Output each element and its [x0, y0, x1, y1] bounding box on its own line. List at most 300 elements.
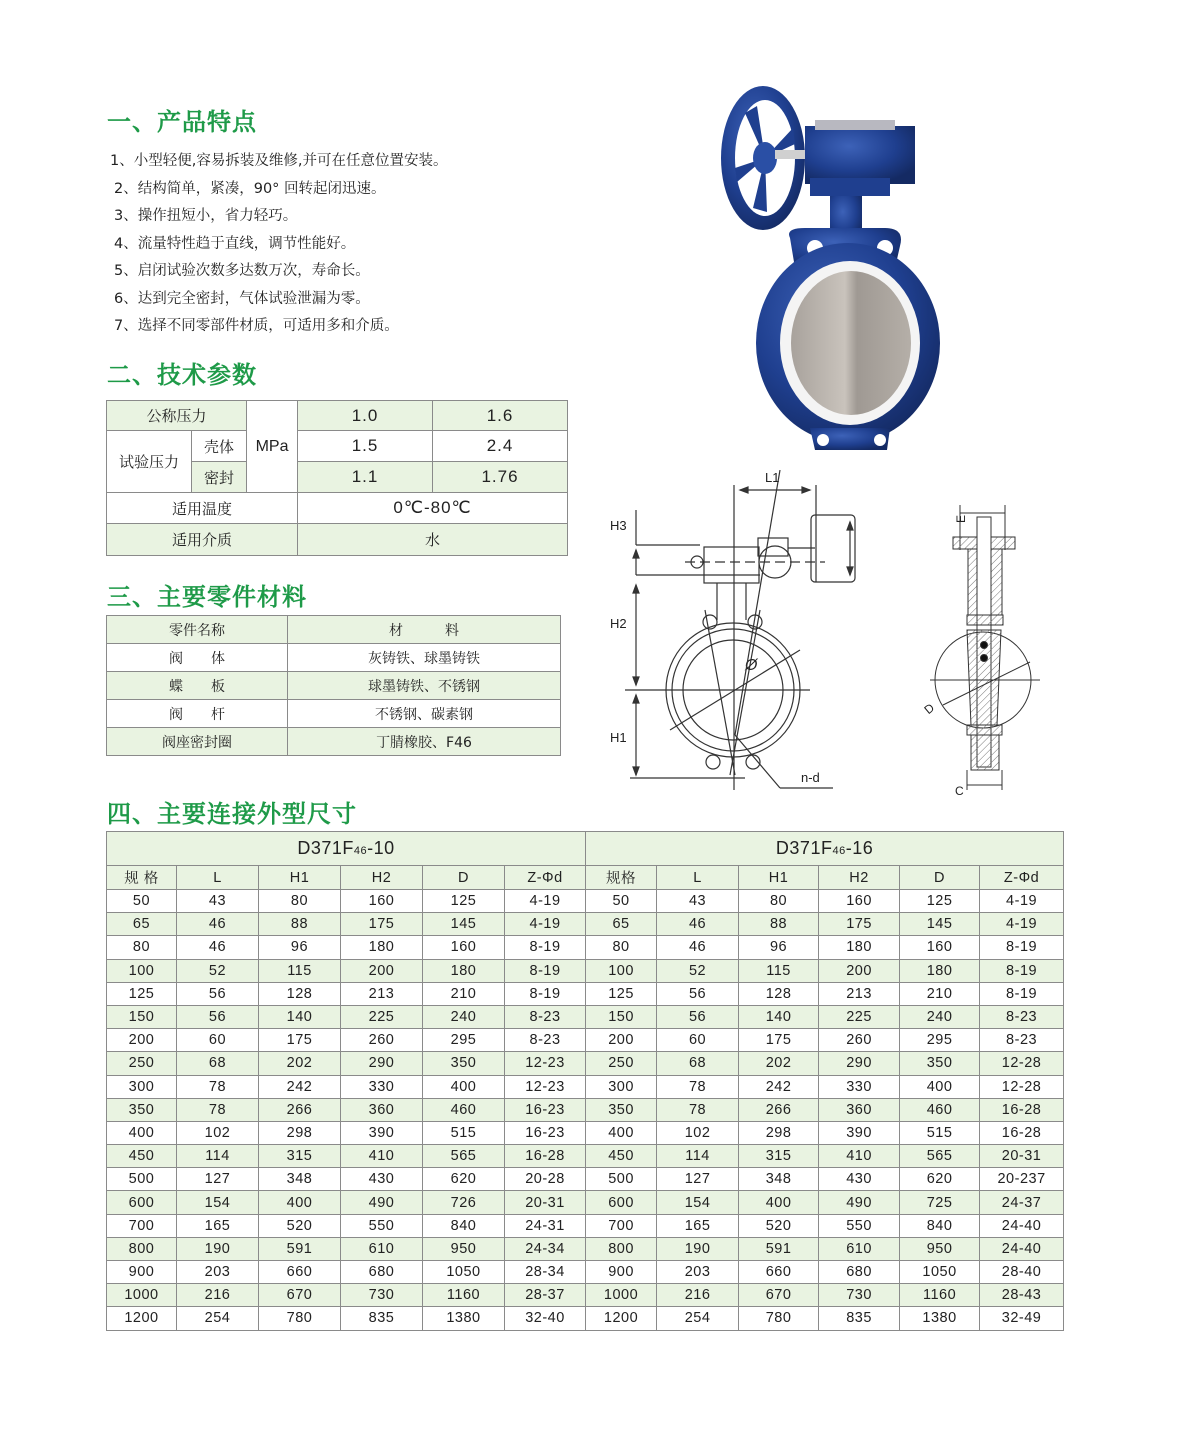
table-row — [107, 890, 1064, 913]
dim-cell: 213 — [819, 982, 900, 1005]
dim-cell: 315 — [739, 1145, 819, 1168]
dim-cell: 46 — [657, 936, 739, 959]
dim-cell: 515 — [423, 1121, 505, 1144]
materials-table — [106, 615, 561, 756]
column-header: Z-Φd — [505, 866, 586, 890]
part-name: 阀座密封圈 — [107, 728, 288, 756]
dim-cell: 165 — [177, 1214, 259, 1237]
shell-value: 1.5 — [298, 431, 433, 462]
dim-cell: 900 — [107, 1261, 177, 1284]
dim-cell: 32-49 — [980, 1307, 1064, 1330]
dim-cell: 140 — [739, 1005, 819, 1028]
dim-cell: 4-19 — [505, 890, 586, 913]
dim-cell: 8-23 — [505, 1029, 586, 1052]
dim-cell: 1050 — [423, 1261, 505, 1284]
dim-cell: 225 — [819, 1005, 900, 1028]
column-header: L — [177, 866, 259, 890]
dim-cell: 300 — [107, 1075, 177, 1098]
dim-cell: 730 — [341, 1284, 423, 1307]
dim-cell: 165 — [657, 1214, 739, 1237]
dim-cell: 28-43 — [980, 1284, 1064, 1307]
dim-cell: 16-28 — [980, 1098, 1064, 1121]
column-header: H1 — [739, 866, 819, 890]
dim-cell: 800 — [107, 1237, 177, 1260]
dim-cell: 350 — [107, 1098, 177, 1121]
table-row — [107, 1075, 1064, 1098]
dim-cell: 330 — [819, 1075, 900, 1098]
svg-text:H3: H3 — [610, 518, 627, 533]
dim-cell: 46 — [177, 913, 259, 936]
dim-cell: 348 — [739, 1168, 819, 1191]
dim-cell: 24-40 — [980, 1214, 1064, 1237]
table-row — [107, 1005, 1064, 1028]
dim-cell: 78 — [657, 1098, 739, 1121]
dim-cell: 1200 — [107, 1307, 177, 1330]
model-header-16: D371F46-16 — [586, 832, 1064, 866]
dim-cell: 20-237 — [980, 1168, 1064, 1191]
dim-cell: 154 — [177, 1191, 259, 1214]
table-row — [107, 1121, 1064, 1144]
test-pressure-label: 试验压力 — [107, 431, 192, 493]
feature-list — [110, 148, 590, 341]
dim-cell: 20-28 — [505, 1168, 586, 1191]
svg-text:H1: H1 — [610, 730, 627, 745]
dim-cell: 52 — [177, 959, 259, 982]
dim-cell: 114 — [657, 1145, 739, 1168]
dim-cell: 950 — [423, 1237, 505, 1260]
dim-cell: 68 — [177, 1052, 259, 1075]
dim-cell: 43 — [657, 890, 739, 913]
dim-cell: 350 — [423, 1052, 505, 1075]
tech-params-table — [106, 400, 568, 556]
dim-cell: 125 — [586, 982, 657, 1005]
dim-cell: 28-40 — [980, 1261, 1064, 1284]
dim-cell: 225 — [341, 1005, 423, 1028]
dim-cell: 78 — [177, 1098, 259, 1121]
dim-cell: 660 — [739, 1261, 819, 1284]
materials-header: 材 料 — [288, 616, 561, 644]
part-name: 蝶 板 — [107, 672, 288, 700]
dim-cell: 298 — [739, 1121, 819, 1144]
valve-photo — [715, 78, 955, 463]
dim-cell: 610 — [341, 1237, 423, 1260]
dim-cell: 24-40 — [980, 1237, 1064, 1260]
seal-label: 密封 — [192, 462, 247, 493]
dim-cell: 16-23 — [505, 1098, 586, 1121]
dim-cell: 1160 — [900, 1284, 980, 1307]
dim-cell: 591 — [739, 1237, 819, 1260]
dim-cell: 520 — [739, 1214, 819, 1237]
dim-cell: 102 — [657, 1121, 739, 1144]
dim-cell: 12-28 — [980, 1075, 1064, 1098]
dim-cell: 780 — [739, 1307, 819, 1330]
nominal-pressure-label: 公称压力 — [107, 401, 247, 431]
dim-cell: 80 — [586, 936, 657, 959]
part-material: 丁腈橡胶、F46 — [288, 728, 561, 756]
dim-cell: 80 — [259, 890, 341, 913]
svg-text:n-d: n-d — [801, 770, 820, 785]
dim-cell: 100 — [107, 959, 177, 982]
dim-cell: 200 — [586, 1029, 657, 1052]
dim-cell: 46 — [657, 913, 739, 936]
dim-cell: 140 — [259, 1005, 341, 1028]
dimensions-table — [106, 831, 1064, 1331]
dim-cell: 660 — [259, 1261, 341, 1284]
dim-cell: 950 — [900, 1237, 980, 1260]
dim-cell: 591 — [259, 1237, 341, 1260]
dim-cell: 260 — [819, 1029, 900, 1052]
feature-item: 2、结构简单，紧凑，90° 回转起闭迅速。 — [114, 180, 386, 197]
dim-cell: 210 — [900, 982, 980, 1005]
dim-cell: 145 — [423, 913, 505, 936]
shell-label: 壳体 — [192, 431, 247, 462]
dim-cell: 100 — [586, 959, 657, 982]
dim-cell: 700 — [586, 1214, 657, 1237]
dim-cell: 254 — [177, 1307, 259, 1330]
dim-cell: 550 — [341, 1214, 423, 1237]
dim-cell: 1050 — [900, 1261, 980, 1284]
dim-cell: 175 — [259, 1029, 341, 1052]
dim-cell: 96 — [259, 936, 341, 959]
dim-cell: 620 — [423, 1168, 505, 1191]
dim-cell: 900 — [586, 1261, 657, 1284]
dim-cell: 203 — [177, 1261, 259, 1284]
dim-cell: 180 — [819, 936, 900, 959]
svg-text:H2: H2 — [610, 616, 627, 631]
dim-cell: 160 — [900, 936, 980, 959]
dim-cell: 400 — [739, 1191, 819, 1214]
svg-text:C: C — [955, 784, 964, 798]
dim-cell: 56 — [177, 1005, 259, 1028]
dim-cell: 154 — [657, 1191, 739, 1214]
medium-label: 适用介质 — [107, 524, 298, 556]
dim-cell: 190 — [177, 1237, 259, 1260]
dim-cell: 730 — [819, 1284, 900, 1307]
table-row — [107, 1168, 1064, 1191]
dim-cell: 28-37 — [505, 1284, 586, 1307]
dim-cell: 8-23 — [980, 1005, 1064, 1028]
dim-cell: 202 — [739, 1052, 819, 1075]
dim-cell: 4-19 — [980, 913, 1064, 936]
dim-cell: 68 — [657, 1052, 739, 1075]
dim-cell: 515 — [900, 1121, 980, 1144]
dim-cell: 410 — [819, 1145, 900, 1168]
dim-cell: 88 — [259, 913, 341, 936]
dim-cell: 400 — [586, 1121, 657, 1144]
dim-cell: 8-19 — [505, 982, 586, 1005]
dim-cell: 52 — [657, 959, 739, 982]
section-title-tech-params: 二、技术参数 — [107, 361, 257, 389]
dim-cell: 835 — [341, 1307, 423, 1330]
unit-label: MPa — [247, 401, 298, 493]
dim-cell: 500 — [107, 1168, 177, 1191]
dim-cell: 190 — [657, 1237, 739, 1260]
dim-cell: 315 — [259, 1145, 341, 1168]
dim-cell: 680 — [819, 1261, 900, 1284]
dim-cell: 160 — [423, 936, 505, 959]
column-header: H2 — [341, 866, 423, 890]
dim-cell: 216 — [177, 1284, 259, 1307]
table-row — [107, 1261, 1064, 1284]
feature-item: 7、选择不同零部件材质，可适用多和介质。 — [114, 318, 399, 334]
dim-cell: 1380 — [900, 1307, 980, 1330]
dim-cell: 160 — [341, 890, 423, 913]
dim-cell: 430 — [341, 1168, 423, 1191]
dim-cell: 1380 — [423, 1307, 505, 1330]
front-dimension-drawing — [605, 470, 870, 800]
section-title-dimensions: 四、主要连接外型尺寸 — [107, 800, 357, 828]
svg-text:E: E — [954, 514, 968, 523]
dim-cell: 350 — [586, 1098, 657, 1121]
dim-cell: 24-31 — [505, 1214, 586, 1237]
dim-cell: 115 — [739, 959, 819, 982]
dim-cell: 460 — [423, 1098, 505, 1121]
dim-cell: 550 — [819, 1214, 900, 1237]
dim-cell: 12-28 — [980, 1052, 1064, 1075]
temperature-label: 适用温度 — [107, 493, 298, 524]
table-row — [107, 913, 1064, 936]
dim-cell: 242 — [259, 1075, 341, 1098]
column-header: H1 — [259, 866, 341, 890]
dim-cell: 840 — [423, 1214, 505, 1237]
dim-cell: 56 — [657, 1005, 739, 1028]
dim-cell: 180 — [341, 936, 423, 959]
temperature-value: 0℃-80℃ — [298, 493, 568, 524]
dim-cell: 290 — [341, 1052, 423, 1075]
dim-cell: 127 — [657, 1168, 739, 1191]
dim-cell: 56 — [177, 982, 259, 1005]
dim-cell: 65 — [586, 913, 657, 936]
table-row — [107, 1029, 1064, 1052]
dim-cell: 8-19 — [505, 959, 586, 982]
dim-cell: 260 — [341, 1029, 423, 1052]
dim-cell: 250 — [107, 1052, 177, 1075]
section-title-materials: 三、主要零件材料 — [107, 583, 307, 611]
dim-cell: 1160 — [423, 1284, 505, 1307]
column-header: D — [900, 866, 980, 890]
dim-cell: 800 — [586, 1237, 657, 1260]
dim-cell: 102 — [177, 1121, 259, 1144]
dim-cell: 12-23 — [505, 1075, 586, 1098]
model-header-10: D371F46-10 — [107, 832, 586, 866]
seal-value: 1.1 — [298, 462, 433, 493]
dim-cell: 410 — [341, 1145, 423, 1168]
feature-item: 3、操作扭短小，省力轻巧。 — [114, 208, 298, 224]
dim-cell: 96 — [739, 936, 819, 959]
dim-cell: 12-23 — [505, 1052, 586, 1075]
table-row — [107, 1237, 1064, 1260]
dim-cell: 20-31 — [980, 1145, 1064, 1168]
dim-cell: 400 — [259, 1191, 341, 1214]
table-row — [107, 1191, 1064, 1214]
column-header: 规格 — [586, 866, 657, 890]
dim-cell: 835 — [819, 1307, 900, 1330]
dim-cell: 400 — [423, 1075, 505, 1098]
dim-cell: 8-19 — [505, 936, 586, 959]
column-header: D — [423, 866, 505, 890]
dim-cell: 298 — [259, 1121, 341, 1144]
dim-cell: 4-19 — [505, 913, 586, 936]
dim-cell: 490 — [341, 1191, 423, 1214]
dim-cell: 840 — [900, 1214, 980, 1237]
dim-cell: 400 — [900, 1075, 980, 1098]
part-name: 阀 杆 — [107, 700, 288, 728]
table-row — [107, 1098, 1064, 1121]
dim-cell: 290 — [819, 1052, 900, 1075]
dim-cell: 726 — [423, 1191, 505, 1214]
table-row — [107, 1145, 1064, 1168]
dim-cell: 56 — [657, 982, 739, 1005]
dim-cell: 128 — [259, 982, 341, 1005]
dim-cell: 175 — [739, 1029, 819, 1052]
svg-text:L1: L1 — [765, 470, 780, 485]
shell-value: 2.4 — [433, 431, 568, 462]
table-row — [107, 1284, 1064, 1307]
column-header: 规 格 — [107, 866, 177, 890]
dim-cell: 780 — [259, 1307, 341, 1330]
dim-cell: 266 — [739, 1098, 819, 1121]
dim-cell: 620 — [900, 1168, 980, 1191]
dim-cell: 80 — [107, 936, 177, 959]
dim-cell: 200 — [819, 959, 900, 982]
dim-cell: 46 — [177, 936, 259, 959]
dim-cell: 240 — [423, 1005, 505, 1028]
dim-cell: 8-23 — [505, 1005, 586, 1028]
dim-cell: 78 — [177, 1075, 259, 1098]
nominal-pressure-value: 1.6 — [433, 401, 568, 431]
dim-cell: 65 — [107, 913, 177, 936]
dim-cell: 460 — [900, 1098, 980, 1121]
dim-cell: 88 — [739, 913, 819, 936]
seal-value: 1.76 — [433, 462, 568, 493]
dim-cell: 50 — [107, 890, 177, 913]
dim-cell: 125 — [423, 890, 505, 913]
dim-cell: 32-40 — [505, 1307, 586, 1330]
dim-cell: 127 — [177, 1168, 259, 1191]
dim-cell: 295 — [423, 1029, 505, 1052]
dim-cell: 125 — [900, 890, 980, 913]
dim-cell: 150 — [586, 1005, 657, 1028]
feature-item: 4、流量特性趋于直线，调节性能好。 — [114, 235, 356, 252]
dim-cell: 1000 — [107, 1284, 177, 1307]
feature-item: 6、达到完全密封，气体试验泄漏为零。 — [114, 290, 370, 307]
part-material: 球墨铸铁、不锈钢 — [288, 672, 561, 700]
part-material: 灰铸铁、球墨铸铁 — [288, 644, 561, 672]
feature-item: 5、启闭试验次数多达数万次，寿命长。 — [114, 263, 370, 279]
dim-cell: 150 — [107, 1005, 177, 1028]
dim-cell: 8-19 — [980, 982, 1064, 1005]
dim-cell: 60 — [657, 1029, 739, 1052]
side-section-drawing — [905, 495, 1055, 800]
dim-cell: 16-28 — [980, 1121, 1064, 1144]
dim-cell: 128 — [739, 982, 819, 1005]
table-row — [107, 959, 1064, 982]
dim-cell: 20-31 — [505, 1191, 586, 1214]
dim-cell: 200 — [341, 959, 423, 982]
dim-cell: 430 — [819, 1168, 900, 1191]
dim-cell: 216 — [657, 1284, 739, 1307]
dim-cell: 450 — [586, 1145, 657, 1168]
dim-cell: 160 — [819, 890, 900, 913]
dim-cell: 390 — [819, 1121, 900, 1144]
table-row — [107, 1307, 1064, 1330]
dim-cell: 60 — [177, 1029, 259, 1052]
dim-cell: 28-34 — [505, 1261, 586, 1284]
column-header: H2 — [819, 866, 900, 890]
dim-cell: 175 — [341, 913, 423, 936]
dim-cell: 8-19 — [980, 959, 1064, 982]
dim-cell: 202 — [259, 1052, 341, 1075]
part-name: 阀 体 — [107, 644, 288, 672]
dim-cell: 203 — [657, 1261, 739, 1284]
dim-cell: 80 — [739, 890, 819, 913]
feature-item: 1、小型轻便,容易拆装及维修,并可在任意位置安装。 — [110, 153, 448, 169]
dim-cell: 200 — [107, 1029, 177, 1052]
dim-cell: 213 — [341, 982, 423, 1005]
dim-cell: 24-34 — [505, 1237, 586, 1260]
dim-cell: 8-19 — [980, 936, 1064, 959]
dim-cell: 254 — [657, 1307, 739, 1330]
table-row — [107, 936, 1064, 959]
dim-cell: 490 — [819, 1191, 900, 1214]
dim-cell: 520 — [259, 1214, 341, 1237]
dim-cell: 240 — [900, 1005, 980, 1028]
part-material: 不锈钢、碳素钢 — [288, 700, 561, 728]
dim-cell: 300 — [586, 1075, 657, 1098]
table-row — [107, 1214, 1064, 1237]
dim-cell: 610 — [819, 1237, 900, 1260]
dim-cell: 360 — [819, 1098, 900, 1121]
dim-cell: 4-19 — [980, 890, 1064, 913]
dim-cell: 390 — [341, 1121, 423, 1144]
dim-cell: 242 — [739, 1075, 819, 1098]
dim-cell: 680 — [341, 1261, 423, 1284]
svg-text:Ø: Ø — [745, 657, 758, 674]
dim-cell: 50 — [586, 890, 657, 913]
dim-cell: 1200 — [586, 1307, 657, 1330]
medium-value: 水 — [298, 524, 568, 556]
dim-cell: 565 — [900, 1145, 980, 1168]
section-title-features: 一、产品特点 — [107, 108, 257, 136]
dim-cell: 16-23 — [505, 1121, 586, 1144]
dim-cell: 24-37 — [980, 1191, 1064, 1214]
dim-cell: 348 — [259, 1168, 341, 1191]
dim-cell: 180 — [423, 959, 505, 982]
dim-cell: 16-28 — [505, 1145, 586, 1168]
dim-cell: 125 — [107, 982, 177, 1005]
dim-cell: 250 — [586, 1052, 657, 1075]
dim-cell: 600 — [586, 1191, 657, 1214]
column-header: Z-Φd — [980, 866, 1064, 890]
dim-cell: 43 — [177, 890, 259, 913]
nominal-pressure-value: 1.0 — [298, 401, 433, 431]
dim-cell: 295 — [900, 1029, 980, 1052]
dim-cell: 114 — [177, 1145, 259, 1168]
table-row — [107, 982, 1064, 1005]
svg-text:D: D — [921, 700, 938, 717]
materials-header: 零件名称 — [107, 616, 288, 644]
column-header: L — [657, 866, 739, 890]
dim-cell: 210 — [423, 982, 505, 1005]
dim-cell: 450 — [107, 1145, 177, 1168]
dim-cell: 360 — [341, 1098, 423, 1121]
dim-cell: 700 — [107, 1214, 177, 1237]
dim-cell: 145 — [900, 913, 980, 936]
dim-cell: 725 — [900, 1191, 980, 1214]
dim-cell: 400 — [107, 1121, 177, 1144]
dim-cell: 670 — [739, 1284, 819, 1307]
dim-cell: 670 — [259, 1284, 341, 1307]
